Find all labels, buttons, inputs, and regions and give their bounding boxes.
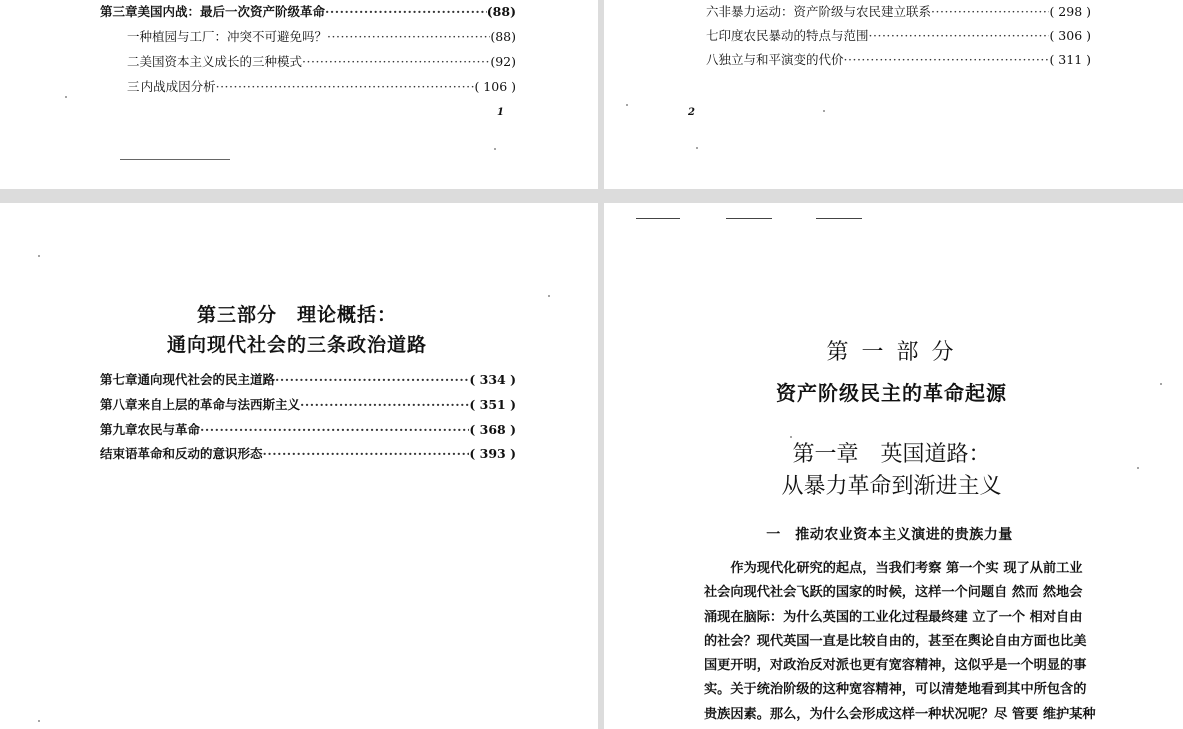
toc-row xyxy=(706,2,1091,20)
toc-page-number: (88) xyxy=(486,4,516,19)
toc-label: 内战成因分析 xyxy=(140,79,216,94)
toc-label: 美国内战：最后一次资产阶级革命 xyxy=(137,4,326,19)
scan-speck xyxy=(626,104,628,106)
toc-chapter-number: 第九章 xyxy=(100,422,138,437)
toc-page-number: ( 311 ) xyxy=(1049,52,1091,67)
toc-row xyxy=(100,420,516,438)
scan-artifact-line xyxy=(636,218,680,219)
toc-page-number: ( 106 ) xyxy=(474,79,516,94)
toc-label: 印度农民暴动的特点与范围 xyxy=(718,28,869,43)
toc-section-number: 六 xyxy=(706,4,719,19)
toc-leader-dots xyxy=(200,422,469,437)
scan-page-4 xyxy=(604,203,1183,729)
toc-section-number: 三 xyxy=(127,79,140,94)
body-line: 实。关于统治阶级的这种宽容精神，可以清楚地看到其中所包含的 xyxy=(704,682,1087,698)
toc-page-number: ( 351 ) xyxy=(469,397,516,412)
body-line: 国更开明，对政治反对派也更有宽容精神，这似乎是一个明显的事 xyxy=(704,658,1087,674)
part-label: 第 一 部 分 xyxy=(826,340,957,365)
section-heading: 一 推动农业资本主义演进的贵族力量 xyxy=(766,527,1013,543)
toc-leader-dots xyxy=(263,446,470,461)
body-line: 作为现代化研究的起点，当我们考察 第一个实 现了从前工业 xyxy=(730,561,1083,576)
scan-speck xyxy=(823,110,825,112)
toc-leader-dots xyxy=(869,28,1050,43)
toc-row xyxy=(100,444,516,462)
toc-label: 美国资本主义成长的三种模式 xyxy=(139,54,303,69)
part-title: 第三部分 理论概括： xyxy=(196,304,397,326)
toc-page-number: (92) xyxy=(490,54,516,69)
scan-speck xyxy=(548,295,550,297)
toc-leader-dots xyxy=(325,4,487,19)
body-paragraph xyxy=(704,557,1130,727)
toc-section-number: 七 xyxy=(706,28,719,43)
scan-speck xyxy=(38,255,40,257)
toc-label: 农民与革命 xyxy=(137,422,201,437)
toc-leader-dots xyxy=(844,52,1050,67)
toc-page-number: ( 306 ) xyxy=(1049,28,1091,43)
toc-row xyxy=(706,26,1091,44)
toc-section-number: 二 xyxy=(127,54,140,69)
body-line: 贵族因素。那么，为什么会形成这样一种状况呢？尽 管要 维护某种 xyxy=(704,706,1096,722)
toc-leader-dots xyxy=(302,54,490,69)
toc-row xyxy=(127,77,516,95)
toc-label: 独立与和平演变的代价 xyxy=(718,52,844,67)
scan-speck xyxy=(494,148,496,150)
scan-speck xyxy=(38,720,40,722)
scan-artifact-line xyxy=(120,159,230,160)
body-line: 社会向现代社会飞跃的国家的时候，这样一个问题自 然而 然地会 xyxy=(704,585,1083,601)
scan-speck xyxy=(1137,467,1139,469)
toc-page-number: ( 368 ) xyxy=(469,422,516,437)
toc-leader-dots xyxy=(300,397,469,412)
toc-leader-dots xyxy=(216,79,475,94)
toc-row xyxy=(127,52,516,70)
page-number: 1 xyxy=(497,107,504,118)
toc-chapter-number: 第三章 xyxy=(100,4,138,19)
toc-page-number: ( 393 ) xyxy=(469,446,516,461)
scan-artifact-line xyxy=(816,218,862,219)
scan-speck xyxy=(790,436,792,438)
scan-page-2 xyxy=(604,0,1183,189)
toc-page-number: ( 334 ) xyxy=(469,372,516,387)
toc-chapter-number: 第七章 xyxy=(100,372,138,387)
page-number: 2 xyxy=(688,107,695,118)
chapter-subtitle: 从暴力革命到渐进主义 xyxy=(781,474,1002,499)
toc-label: 种植园与工厂：冲突不可避免吗？ xyxy=(139,29,328,44)
scan-page-3 xyxy=(0,203,598,729)
toc-chapter-number: 结束语 xyxy=(100,446,138,461)
body-line: 的社会？现代英国一直是比较自由的，甚至在舆论自由方面也比美 xyxy=(704,633,1087,649)
body-line: 涌现在脑际：为什么英国的工业化过程最终建 立了一个 相对自由 xyxy=(704,609,1083,625)
toc-row xyxy=(706,50,1091,68)
toc-row xyxy=(100,370,516,388)
scan-artifact-line xyxy=(726,218,772,219)
scan-speck xyxy=(696,147,698,149)
toc-label: 非暴力运动：资产阶级与农民建立联系 xyxy=(718,4,932,19)
toc-section-number: 一 xyxy=(127,29,140,44)
toc-section-number: 八 xyxy=(706,52,719,67)
toc-leader-dots xyxy=(931,4,1049,19)
toc-page-number: (88) xyxy=(490,29,516,44)
toc-label: 革命和反动的意识形态 xyxy=(137,446,263,461)
toc-row xyxy=(100,2,516,20)
toc-page-number: ( 298 ) xyxy=(1049,4,1091,19)
part-title: 资产阶级民主的革命起源 xyxy=(776,381,1007,405)
toc-label: 通向现代社会的民主道路 xyxy=(137,372,276,387)
toc-row xyxy=(127,27,516,45)
chapter-title: 第一章 英国道路： xyxy=(792,442,991,467)
toc-label: 来自上层的革命与法西斯主义 xyxy=(137,397,301,412)
part-subtitle: 通向现代社会的三条政治道路 xyxy=(166,334,427,356)
toc-row xyxy=(100,395,516,413)
scan-speck xyxy=(1160,383,1162,385)
toc-leader-dots xyxy=(327,29,490,44)
toc-chapter-number: 第八章 xyxy=(100,397,138,412)
toc-leader-dots xyxy=(275,372,469,387)
scan-speck xyxy=(65,96,67,98)
scan-page-1 xyxy=(0,0,598,189)
